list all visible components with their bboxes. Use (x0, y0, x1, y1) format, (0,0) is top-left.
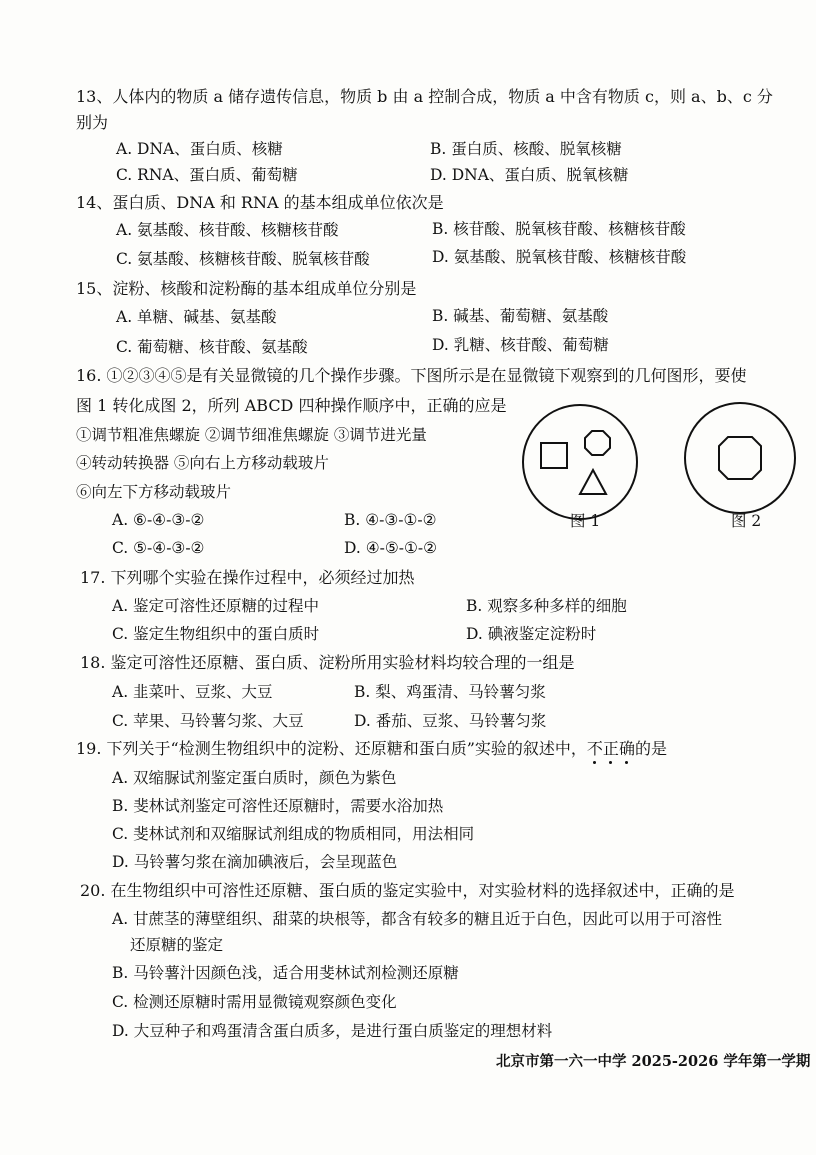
q13-option-b: B. 蛋白质、核酸、脱氧核糖 (430, 140, 622, 158)
q19-option-d: D. 马铃薯匀浆在滴加碘液后，会呈现蓝色 (112, 853, 398, 871)
fig1-octagon (585, 431, 610, 455)
q16-option-c: C. ⑤-④-③-② (112, 539, 205, 557)
q16-steps-line2: ④转动转换器 ⑤向右上方移动载玻片 (76, 454, 329, 472)
q14-option-c: C. 氨基酸、核糖核苷酸、脱氧核苷酸 (116, 250, 370, 268)
q20-stem: 20. 在生物组织中可溶性还原糖、蛋白质的鉴定实验中，对实验材料的选择叙述中，正确的是 (80, 881, 735, 900)
figure-1 (520, 402, 640, 522)
q20-option-c: C. 检测还原糖时需用显微镜观察颜色变化 (112, 993, 397, 1011)
q19-stem-post: 的是 (634, 739, 667, 758)
q19-option-a: A. 双缩脲试剂鉴定蛋白质时，颜色为紫色 (112, 769, 397, 787)
q20-option-a-line1: A. 甘蔗茎的薄壁组织、甜菜的块根等，都含有较多的糖且近于白色，因此可以用于可溶性 (112, 910, 723, 928)
q13-option-c: C. RNA、蛋白质、葡萄糖 (116, 166, 298, 184)
q14-option-a: A. 氨基酸、核苷酸、核糖核苷酸 (116, 221, 339, 239)
q15-option-b: B. 碱基、葡萄糖、氨基酸 (432, 307, 609, 325)
q16-stem-line2: 图 1 转化成图 2，所列 ABCD 四种操作顺序中，正确的应是 (76, 396, 507, 415)
q17-option-b: B. 观察多种多样的细胞 (466, 597, 627, 615)
q13-stem-line1: 13、人体内的物质 a 储存遗传信息，物质 b 由 a 控制合成，物质 a 中含有物质 c，则 a、b、c 分 (76, 87, 773, 106)
q20-option-d: D. 大豆种子和鸡蛋清含蛋白质多，是进行蛋白质鉴定的理想材料 (112, 1022, 553, 1040)
q19-emph-char: 正 (602, 739, 619, 758)
q16-option-a: A. ⑥-④-③-② (112, 511, 205, 529)
fig1-triangle (580, 470, 606, 494)
q15-stem: 15、淀粉、核酸和淀粉酶的基本组成单位分别是 (76, 279, 417, 298)
q20-option-a-line2: 还原糖的鉴定 (130, 936, 224, 954)
q16-option-b: B. ④-③-①-② (344, 511, 437, 529)
fig2-label: 图 2 (731, 512, 762, 530)
q16-option-d: D. ④-⑤-①-② (344, 539, 438, 557)
fig1-square (541, 443, 567, 468)
q16-stem-line1: 16. ①②③④⑤是有关显微镜的几个操作步骤。下图所示是在显微镜下观察到的几何图形，要使 (76, 366, 747, 385)
q18-option-c: C. 苹果、马铃薯匀浆、大豆 (112, 712, 304, 730)
q18-option-b: B. 梨、鸡蛋清、马铃薯匀浆 (354, 683, 546, 701)
q19-emph-char: 确 (618, 739, 635, 758)
q14-stem: 14、蛋白质、DNA 和 RNA 的基本组成单位依次是 (76, 193, 444, 212)
q19-stem (76, 738, 667, 760)
footer-school: 北京市第一六一中学 2025-2026 学年第一学期 (496, 1053, 811, 1070)
q13-option-d: D. DNA、蛋白质、脱氧核糖 (430, 166, 629, 184)
q19-option-c: C. 斐林试剂和双缩脲试剂组成的物质相同，用法相同 (112, 825, 475, 843)
fig2-field-circle (685, 403, 795, 513)
q19-emph-char: 不 (586, 739, 603, 758)
fig2-octagon (719, 437, 761, 479)
q13-option-a: A. DNA、蛋白质、核糖 (116, 140, 283, 158)
q15-option-a: A. 单糖、碱基、氨基酸 (116, 308, 277, 326)
q18-stem: 18. 鉴定可溶性还原糖、蛋白质、淀粉所用实验材料均较合理的一组是 (80, 653, 575, 672)
q15-option-c: C. 葡萄糖、核苷酸、氨基酸 (116, 338, 308, 356)
q14-option-d: D. 氨基酸、脱氧核苷酸、核糖核苷酸 (432, 248, 687, 266)
q18-option-a: A. 韭菜叶、豆浆、大豆 (112, 683, 273, 701)
q17-option-d: D. 碘液鉴定淀粉时 (466, 625, 597, 643)
q14-option-b: B. 核苷酸、脱氧核苷酸、核糖核苷酸 (432, 220, 686, 238)
q17-stem: 17. 下列哪个实验在操作过程中，必须经过加热 (80, 568, 415, 587)
q17-option-a: A. 鉴定可溶性还原糖的过程中 (112, 597, 320, 615)
fig1-label: 图 1 (570, 512, 601, 530)
q20-option-b: B. 马铃薯汁因颜色浅，适合用斐林试剂检测还原糖 (112, 964, 459, 982)
q19-option-b: B. 斐林试剂鉴定可溶性还原糖时，需要水浴加热 (112, 797, 444, 815)
figure-2 (682, 400, 798, 516)
q19-stem-pre: 19. 下列关于“检测生物组织中的淀粉、还原糖和蛋白质”实验的叙述中， (76, 739, 587, 758)
q17-option-c: C. 鉴定生物组织中的蛋白质时 (112, 625, 320, 643)
q18-option-d: D. 番茄、豆浆、马铃薯匀浆 (354, 712, 547, 730)
q16-steps-line1: ①调节粗准焦螺旋 ②调节细准焦螺旋 ③调节进光量 (76, 426, 427, 444)
q19-stem-emphasis (587, 739, 635, 758)
q13-stem-line2: 别为 (76, 113, 109, 132)
q16-steps-line3: ⑥向左下方移动载玻片 (76, 483, 232, 501)
q15-option-d: D. 乳糖、核苷酸、葡萄糖 (432, 336, 609, 354)
